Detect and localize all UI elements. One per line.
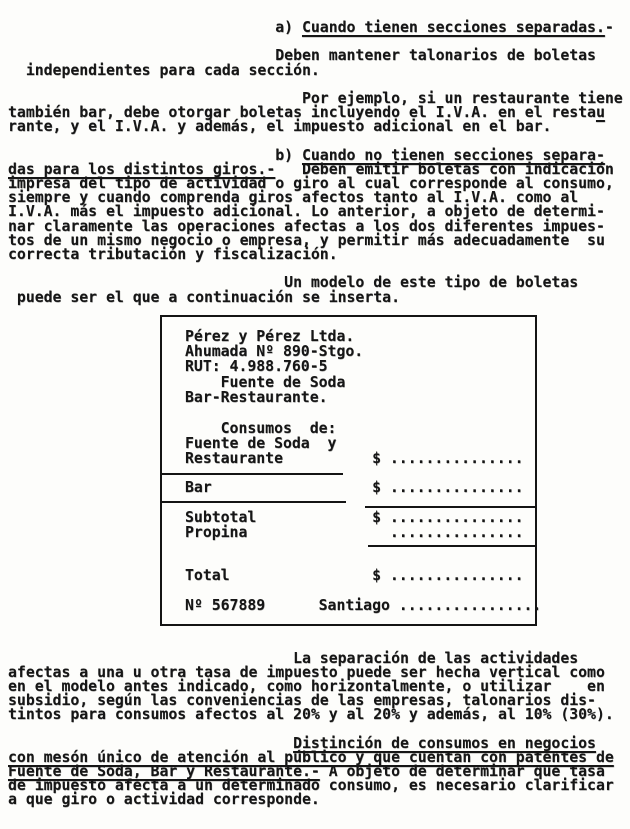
text-segment: Un modelo de este tipo de boletas bbox=[8, 274, 579, 292]
receipt-model-box bbox=[160, 315, 542, 626]
underlined-text-segment: Fuente de Soda, Bar y Restaurante.- bbox=[8, 763, 320, 780]
underlined-text-segment: Distinción de consumos en negocios bbox=[293, 734, 596, 752]
receipt-rule bbox=[162, 501, 346, 503]
text-line bbox=[185, 597, 542, 615]
text-segment: Ahumada Nº 890-Stgo. bbox=[185, 343, 364, 361]
text-segment: Propina ............... bbox=[185, 524, 524, 542]
text-segment: Pérez y Pérez Ltda. bbox=[185, 327, 355, 345]
text-line bbox=[185, 405, 525, 420]
receipt-rule bbox=[368, 545, 535, 547]
text-segment: La separación de las actividades bbox=[8, 649, 579, 667]
text-line bbox=[185, 552, 525, 567]
text-line bbox=[185, 375, 525, 390]
intro-paragraphs bbox=[8, 21, 630, 305]
text-segment: a que giro o actividad corresponde. bbox=[8, 791, 320, 809]
text-segment: en el modelo antes indicado, como horizontalmente, o utilizar en bbox=[8, 677, 605, 695]
text-segment: nar claramente las operaciones afectas a los dos diferentes impues- bbox=[8, 217, 605, 235]
text-line bbox=[8, 793, 630, 807]
text-line bbox=[185, 436, 525, 451]
text-line bbox=[185, 568, 525, 583]
text-line bbox=[185, 329, 525, 344]
text-line bbox=[185, 510, 525, 525]
text-line bbox=[185, 583, 525, 598]
text-segment: correcta tributación y fiscalización. bbox=[8, 246, 338, 263]
underlined-text-segment: das para los distintos giros.- bbox=[8, 160, 276, 178]
text-segment: Deben mantener talonarios de boletas bbox=[8, 47, 596, 65]
text-line bbox=[185, 359, 525, 374]
text-line bbox=[8, 61, 630, 79]
text-segment: independientes para cada sección. bbox=[8, 61, 320, 79]
text-line bbox=[8, 120, 630, 134]
receipt-rule bbox=[162, 473, 343, 475]
receipt-rule bbox=[365, 506, 535, 508]
text-segment: Fuente de Soda bbox=[185, 373, 346, 391]
text-segment: Nº 567889 Santiago ................ bbox=[185, 597, 542, 615]
text-line bbox=[8, 288, 630, 306]
text-segment: b) bbox=[8, 146, 302, 164]
text-segment: a) bbox=[8, 19, 302, 36]
closing-paragraphs bbox=[8, 649, 630, 809]
text-segment: Por ejemplo, si un restaurante tiene bbox=[8, 89, 623, 107]
text-line bbox=[185, 344, 525, 359]
text-segment: A objeto de determinar que tasa bbox=[319, 763, 605, 780]
text-line bbox=[8, 708, 630, 722]
text-segment: I.V.A. más el impuesto adicional. Lo anterior, a objeto de determi- bbox=[8, 203, 605, 221]
text-segment: Consumos de: bbox=[185, 419, 337, 437]
text-line bbox=[8, 248, 630, 262]
text-segment: también bar, debe otorgar boletas incluyendo el I.V.A. en el resta bbox=[8, 104, 596, 122]
text-segment: Restaurante $ ............... bbox=[185, 450, 524, 468]
text-segment: Total $ ............... bbox=[185, 566, 524, 584]
text-segment: siempre y cuando comprenda giros afectos tanto al I.V.A. como al bbox=[8, 189, 579, 207]
text-segment: RUT: 4.988.760-5 bbox=[185, 358, 328, 376]
text-segment: Fuente de Soda y bbox=[185, 434, 337, 452]
text-segment: subsidio, según las conveniencias de las empresas, talonarios dis- bbox=[8, 692, 596, 710]
text-segment: Deben emitir boletas con indicación bbox=[275, 160, 614, 178]
text-line bbox=[185, 390, 525, 405]
text-segment: impresa del tipo de actividad o giro al cual corresponde al consumo, bbox=[8, 175, 614, 193]
underlined-text-segment: con mesón único de atención al público y que cuentan con patentes de bbox=[8, 748, 614, 766]
underlined-text-segment: Cuando no tienen secciones separa- bbox=[301, 146, 605, 164]
text-segment: - bbox=[604, 19, 614, 36]
text-line bbox=[185, 451, 525, 466]
text-segment: rante, y el I.V.A. y además, el impuesto adicional en el bar. bbox=[8, 118, 552, 136]
text-segment: Bar-Restaurante. bbox=[185, 388, 328, 406]
text-segment: afectas a una u otra tasa de impuesto puede ser hecha vertical como bbox=[8, 663, 605, 681]
text-segment: de impuesto afecta a un determinado consumo, es necesario clarificar bbox=[8, 777, 614, 795]
text-line bbox=[8, 21, 630, 35]
receipt-content bbox=[185, 327, 542, 615]
text-line bbox=[185, 525, 525, 540]
underlined-text-segment: Cuando tienen secciones separadas. bbox=[301, 19, 605, 36]
text-segment: puede ser el que a continuación se inserta. bbox=[8, 288, 400, 306]
text-segment: tos de un mismo negocio o empresa, y permitir más adecuadamente su bbox=[8, 231, 605, 249]
text-line bbox=[185, 480, 525, 495]
text-segment: tintos para consumos afectos al 20% y al 20% y además, al 10% (30%). bbox=[8, 706, 614, 724]
text-line bbox=[185, 421, 525, 436]
text-segment: Subtotal $ ............... bbox=[185, 508, 524, 526]
text-segment: Bar $ ............... bbox=[185, 479, 524, 497]
underlined-text-segment: u bbox=[595, 104, 605, 122]
